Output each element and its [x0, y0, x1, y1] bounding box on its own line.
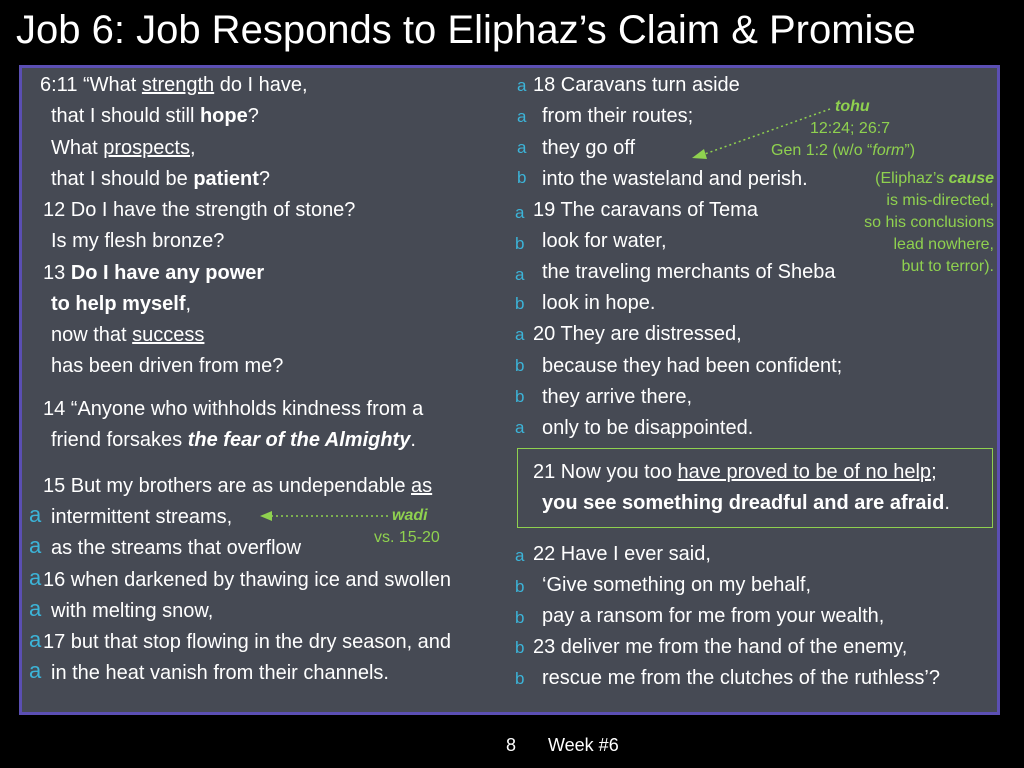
parallel-marker: a	[29, 596, 42, 621]
verse-line: has been driven from me?	[51, 355, 284, 377]
page-number: 8	[506, 735, 517, 755]
verse-16-line: 16 when darkened by thawing ice and swollen	[43, 569, 452, 591]
italic-word: form	[872, 142, 905, 159]
parallel-marker: b	[515, 356, 525, 375]
eliphaz-note: is mis-directed,	[886, 192, 994, 209]
text: ,	[185, 293, 192, 315]
parallel-marker: a	[29, 658, 42, 683]
tohu-note: tohu	[835, 98, 870, 115]
bold-phrase: to help myself	[51, 293, 186, 315]
parallel-marker: a	[29, 533, 42, 558]
verse-line: pay a ransom for me from your wealth,	[542, 605, 885, 627]
text: .	[410, 429, 416, 451]
tohu-reference: 12:24; 26:7	[810, 120, 891, 137]
parallel-marker: a	[515, 546, 525, 565]
slide-title: Job 6: Job Responds to Eliphaz’s Claim & Promise	[16, 8, 916, 52]
week-label: Week #6	[548, 735, 619, 755]
verse-line: rescue me from the clutches of the ruthless’?	[542, 667, 940, 689]
verse-14-line: 14 “Anyone who withholds kindness from a	[43, 398, 424, 420]
text: 13	[43, 262, 71, 284]
text: ;	[931, 461, 937, 483]
underlined-word: as	[411, 475, 433, 497]
text: now that	[51, 324, 133, 346]
eliphaz-note: lead nowhere,	[893, 236, 994, 253]
parallel-marker: b	[515, 669, 525, 688]
parallel-marker: a	[515, 418, 525, 437]
parallel-marker: b	[515, 234, 525, 253]
parallel-marker: b	[517, 168, 527, 187]
parallel-marker: a	[29, 627, 42, 652]
verse-line: look for water,	[542, 230, 667, 252]
verse-22-line: 22 Have I ever said,	[533, 543, 711, 565]
parallel-marker: a	[515, 325, 525, 344]
verse-12-line: 12 Do I have the strength of stone?	[43, 199, 356, 221]
underlined-word: prospects	[103, 137, 190, 159]
bold-italic-phrase: the fear of the Almighty	[187, 429, 411, 451]
text: ?	[247, 105, 259, 127]
verse-line: in the heat vanish from their channels.	[51, 662, 389, 684]
text: 15 But my brothers are as undependable	[43, 475, 412, 497]
parallel-marker: a	[517, 138, 527, 157]
underlined-word: success	[132, 324, 205, 346]
parallel-marker: a	[515, 203, 525, 222]
parallel-marker: a	[29, 565, 42, 590]
parallel-marker: a	[517, 76, 527, 95]
verse-line: with melting snow,	[51, 600, 214, 622]
bold-phrase: you see something dreadful and are afraid	[542, 492, 945, 514]
parallel-marker: b	[515, 294, 525, 313]
verse-line: intermittent streams,	[51, 506, 233, 528]
verse-20-line: 20 They are distressed,	[533, 323, 742, 345]
parallel-marker: b	[515, 608, 525, 627]
wadi-note: wadi	[392, 507, 428, 524]
verse-line: into the wasteland and perish.	[542, 168, 808, 190]
parallel-marker: a	[515, 265, 525, 284]
text: do I have,	[214, 74, 308, 96]
text: .	[944, 492, 950, 514]
bold-italic-word: cause	[948, 170, 994, 187]
text: ,	[189, 137, 196, 159]
verse-line: from their routes;	[542, 105, 694, 127]
bold-word: hope	[199, 105, 248, 127]
verse-18-line: 18 Caravans turn aside	[533, 74, 740, 96]
wadi-arrow	[260, 511, 388, 521]
text: Gen 1:2 (w/o “	[771, 142, 873, 159]
text: 6:11 “What	[40, 74, 142, 96]
eliphaz-note: but to terror).	[901, 258, 994, 275]
text: friend forsakes	[51, 429, 188, 451]
parallel-marker: b	[515, 638, 525, 657]
wadi-reference: vs. 15-20	[374, 529, 440, 546]
verse-17-line: 17 but that stop flowing in the dry season, and	[43, 631, 452, 653]
verse-line: they arrive there,	[542, 386, 693, 408]
parallel-marker: b	[515, 577, 525, 596]
verse-line: only to be disappointed.	[542, 417, 754, 439]
parallel-marker: a	[29, 502, 42, 527]
verse-23-line: 23 deliver me from the hand of the enemy,	[533, 636, 908, 658]
text: ?	[258, 168, 271, 190]
verse-line: because they had been confident;	[542, 355, 843, 377]
text: ”)	[904, 142, 916, 159]
parallel-marker: b	[515, 387, 525, 406]
verse-line: look in hope.	[542, 292, 656, 314]
verse-line: ‘Give something on my behalf,	[542, 574, 812, 596]
verse-19-line: 19 The caravans of Tema	[533, 199, 758, 221]
bold-word: patient	[193, 168, 259, 190]
text: 21 Now you too	[533, 461, 678, 483]
verse-line: as the streams that overflow	[51, 537, 302, 559]
verse-line: the traveling merchants of Sheba	[542, 261, 836, 283]
parallel-marker: a	[517, 107, 527, 126]
text: that I should still	[51, 105, 200, 127]
text: What	[51, 137, 104, 159]
bold-phrase: Do I have any power	[70, 262, 265, 284]
text: (Eliphaz’s	[875, 170, 949, 187]
underlined-phrase: have proved to be of no help	[677, 461, 932, 483]
verse-line: they go off	[542, 137, 636, 159]
text: that I should be	[51, 168, 194, 190]
underlined-word: strength	[141, 74, 215, 96]
eliphaz-note: so his conclusions	[864, 214, 994, 231]
verse-line: Is my flesh bronze?	[51, 230, 225, 252]
tohu-arrow	[692, 109, 830, 159]
